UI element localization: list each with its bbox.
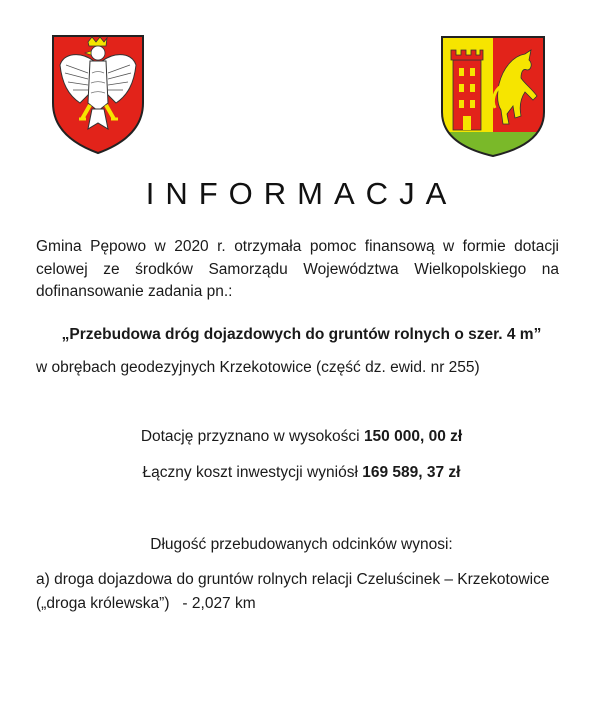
wielkopolska-eagle-crest-icon (50, 33, 146, 155)
task-title-text: „Przebudowa dróg dojazdowych do gruntów rolnych o szer. 4 m” (61, 326, 542, 343)
road-item-line1: a) droga dojazdowa do gruntów rolnych relacji Czeluścinek – Krzekotowice (36, 571, 550, 588)
cost-label: Łączny koszt inwestycji wyniósł (142, 464, 363, 481)
task-title (0, 325, 603, 345)
road-item-line2: („droga królewska”) - 2,027 km (36, 595, 256, 612)
cost-value: 169 589, 37 zł (362, 464, 461, 481)
lengths-heading: Długość przebudowanych odcinków wynosi: (150, 536, 453, 553)
pepowo-tower-horse-crest-icon (439, 34, 547, 158)
location-line: w obrębach geodezyjnych Krzekotowice (część dz. ewid. nr 255) (36, 359, 480, 376)
grant-label: Dotację przyznano w wysokości (140, 428, 364, 445)
page-title: INFORMACJA (145, 176, 458, 211)
grant-line (0, 427, 603, 447)
cost-line (0, 463, 603, 483)
intro-paragraph: Gmina Pępowo w 2020 r. otrzymała pomoc finansową w formie dotacji celowej ze środków Samorządu Województwa Wielkopolskiego na dofinansowanie zadania pn.: (36, 238, 559, 300)
grant-value: 150 000, 00 zł (363, 428, 463, 445)
